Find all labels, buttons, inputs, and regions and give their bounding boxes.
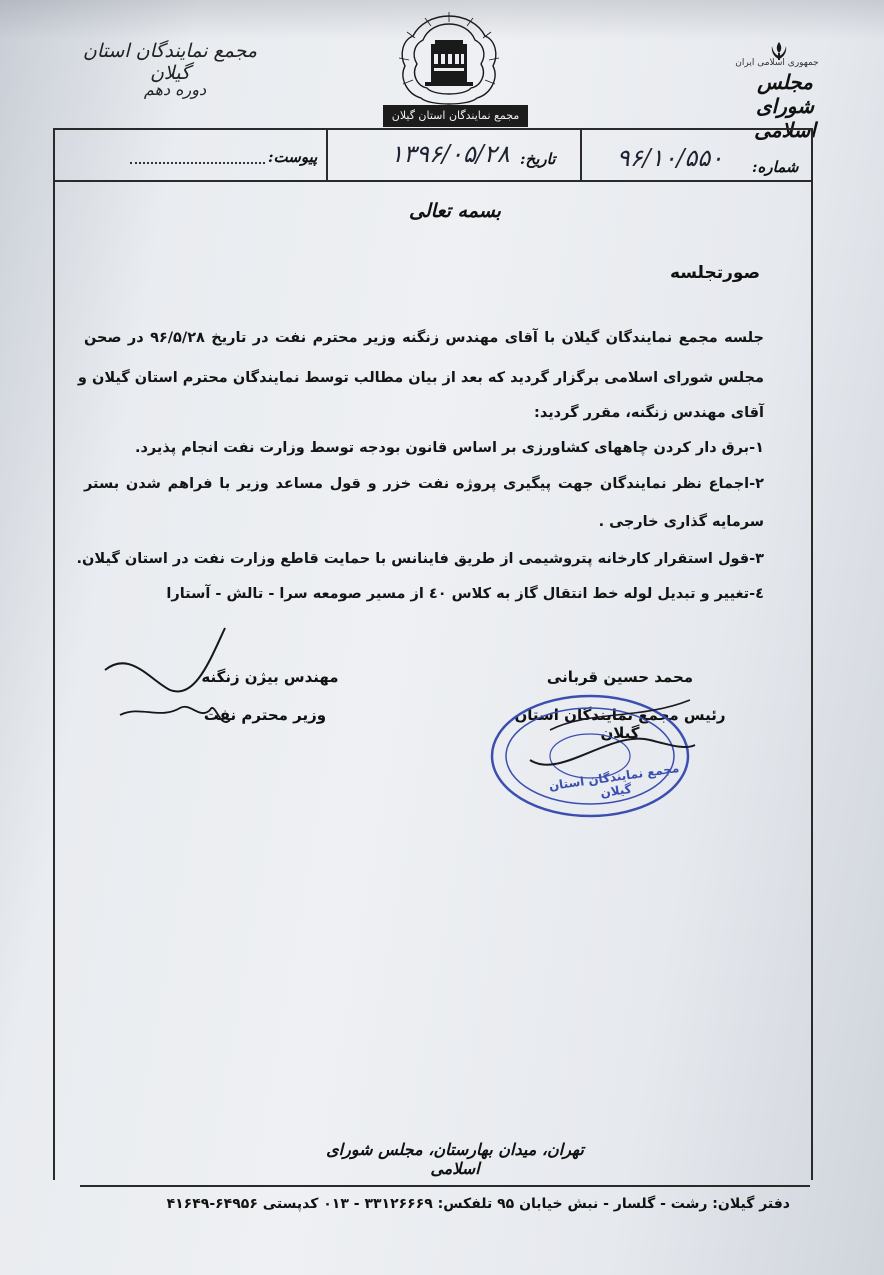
body-line-2: مجلس شورای اسلامی برگزار گردید که بعد از بیان مطالب توسط نمایندگان محترم استان گیلان و [77,370,764,386]
attachment-blank [130,162,265,164]
parliament-emblem-icon [395,10,503,110]
right-signatory-name: محمد حسین قربانی [546,668,694,686]
resolution-item-2-cont: سرمایه گذاری خارجی . [598,514,764,530]
left-signatory-name: مهندس بیژن زنگنه [201,668,339,686]
number-value: ۹۶/۱۰/۵۵۰ [616,144,724,172]
resolution-item-3: ۳-قول استقرار کارخانه پتروشیمی از طریق فاینانس با حمایت قاطع وزارت نفت در استان گیلان. [76,551,764,567]
resolution-item-4: ٤-تغییر و تبدیل لوله خط انتقال گاز به کلاس ٤٠ از مسیر صومعه سرا - تالش - آستارا [166,586,764,602]
header-right-small: جمهوری اسلامی ایران [735,58,819,68]
document-title: صورتجلسه [669,263,760,283]
reference-divider [580,128,582,182]
footer-address: تهران، میدان بهارستان، مجلس شورای اسلامی [326,1140,584,1178]
basmala: بسمه تعالی [409,200,501,222]
date-value: ۱۳۹۶/۰۵/۲۸ [390,140,510,168]
header-right-title: مجلس شورای اسلامی [754,70,816,142]
left-signature-icon [100,620,300,740]
header-left-title: مجمع نمایندگان استان گیلان [82,40,258,84]
body-line-3: آقای مهندس زنگنه، مقرر گردید: [534,405,764,421]
emblem-caption: مجمع نمایندگان استان گیلان [383,105,528,127]
stamp-text: مجمع نمایندگان استان گیلان [548,760,681,801]
header-left-subtitle: دوره دهم [143,80,207,99]
footer-contact: دفتر گیلان: رشت - گلسار - نبش خیابان ۹۵ تلفکس: ۳۳۱۲۶۶۶۹ - ۰۱۳ کدپستی ۶۴۹۵۶-۴۱۶۴۹ [166,1196,790,1212]
date-label: تاریخ: [520,150,556,168]
reference-divider [326,128,328,182]
right-signatory-role: رئیس مجمع نمایندگان استان گیلان [514,706,726,742]
body-line-1: جلسه مجمع نمایندگان گیلان با آقای مهندس زنگنه وزیر محترم نفت در تاریخ ۹۶/۵/۲۸ در صحن [84,330,764,346]
attachment-label: پیوست: [268,148,318,166]
footer-divider [80,1185,810,1187]
resolution-item-2: ۲-اجماع نظر نمایندگان جهت پیگیری پروژه نفت خزر و قول مساعد وزیر با فراهم شدن بستر [84,476,764,492]
resolution-item-1: ۱-برق دار کردن چاههای کشاورزی بر اساس قانون بودجه توسط وزارت نفت انجام پذیرد. [134,440,764,456]
left-signatory-role: وزیر محترم نفت [203,706,327,724]
number-label: شماره: [752,158,799,176]
